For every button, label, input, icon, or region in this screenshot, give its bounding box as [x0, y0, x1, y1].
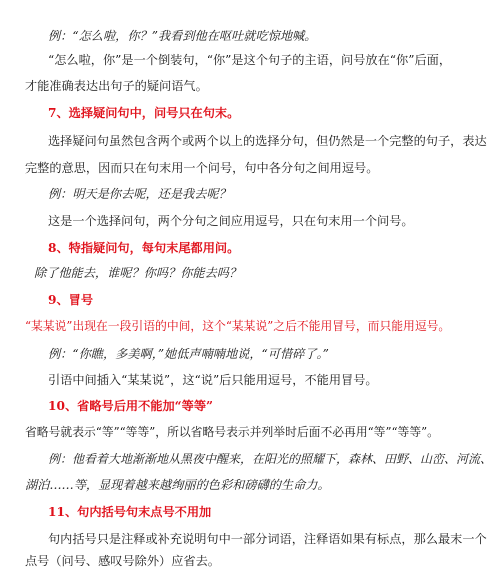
body-text-red: “某某说”出现在一段引语的中间，这个“某某说”之后不能用冒号，而只能用逗号。 — [25, 319, 451, 333]
section-heading-10: 10、省略号后用不能加“等等” — [48, 399, 214, 413]
body-text: 省略号就表示“等”“等等”，所以省略号表示并列举时后面不必再用“等”“等等”。 — [25, 425, 439, 439]
example-line: 例：“怎么啦，你？”我看到他在呕吐就吃惊地喊。 — [48, 29, 317, 43]
example-line: 例：他看着大地渐渐地从黑夜中醒来，在阳光的照耀下，森林、田野、山峦、河流、 — [48, 452, 493, 466]
section-heading-7: 7、选择疑问句中，问号只在句末。 — [48, 106, 240, 120]
body-text: 完整的意思，因而只在句末用一个问号，句中各分句之间用逗号。 — [25, 161, 379, 175]
body-text: 句内括号只是注释或补充说明句中一部分词语，注释语如果有标点，那么最末一个 — [48, 532, 487, 546]
body-text: 引语中间插入“某某说”，这“说”后只能用逗号，不能用冒号。 — [48, 373, 378, 387]
example-line: 例：明天是你去呢，还是我去呢？ — [48, 187, 231, 201]
body-text: 选择疑问句虽然包含两个或两个以上的选择分句，但仍然是一个完整的句子，表达 — [48, 134, 487, 148]
body-text: 点号（问号、感叹号除外）应省去。 — [25, 554, 220, 568]
body-text: 这是一个选择问句，两个分句之间应用逗号，只在句末用一个问号。 — [48, 214, 414, 228]
example-line: 湖泊……等，显现着越来越绚丽的色彩和磅礴的生命力。 — [25, 478, 330, 492]
example-line: 例：“你瞧，多美啊，”她低声喃喃地说，“可惜碎了。” — [48, 347, 329, 361]
example-line: 除了他能去，谁呢？你吗？你能去吗？ — [34, 266, 242, 280]
section-heading-11: 11、句内括号句末点号不用加 — [48, 505, 212, 519]
section-heading-9: 9、冒号 — [48, 293, 94, 307]
body-text: “怎么啦，你”是一个倒装句，“你”是这个句子的主语，问号放在“你”后面， — [48, 53, 452, 67]
body-text: 才能准确表达出句子的疑问语气。 — [25, 79, 208, 93]
section-heading-8: 8、特指疑问句，每句末尾都用问。 — [48, 241, 240, 255]
